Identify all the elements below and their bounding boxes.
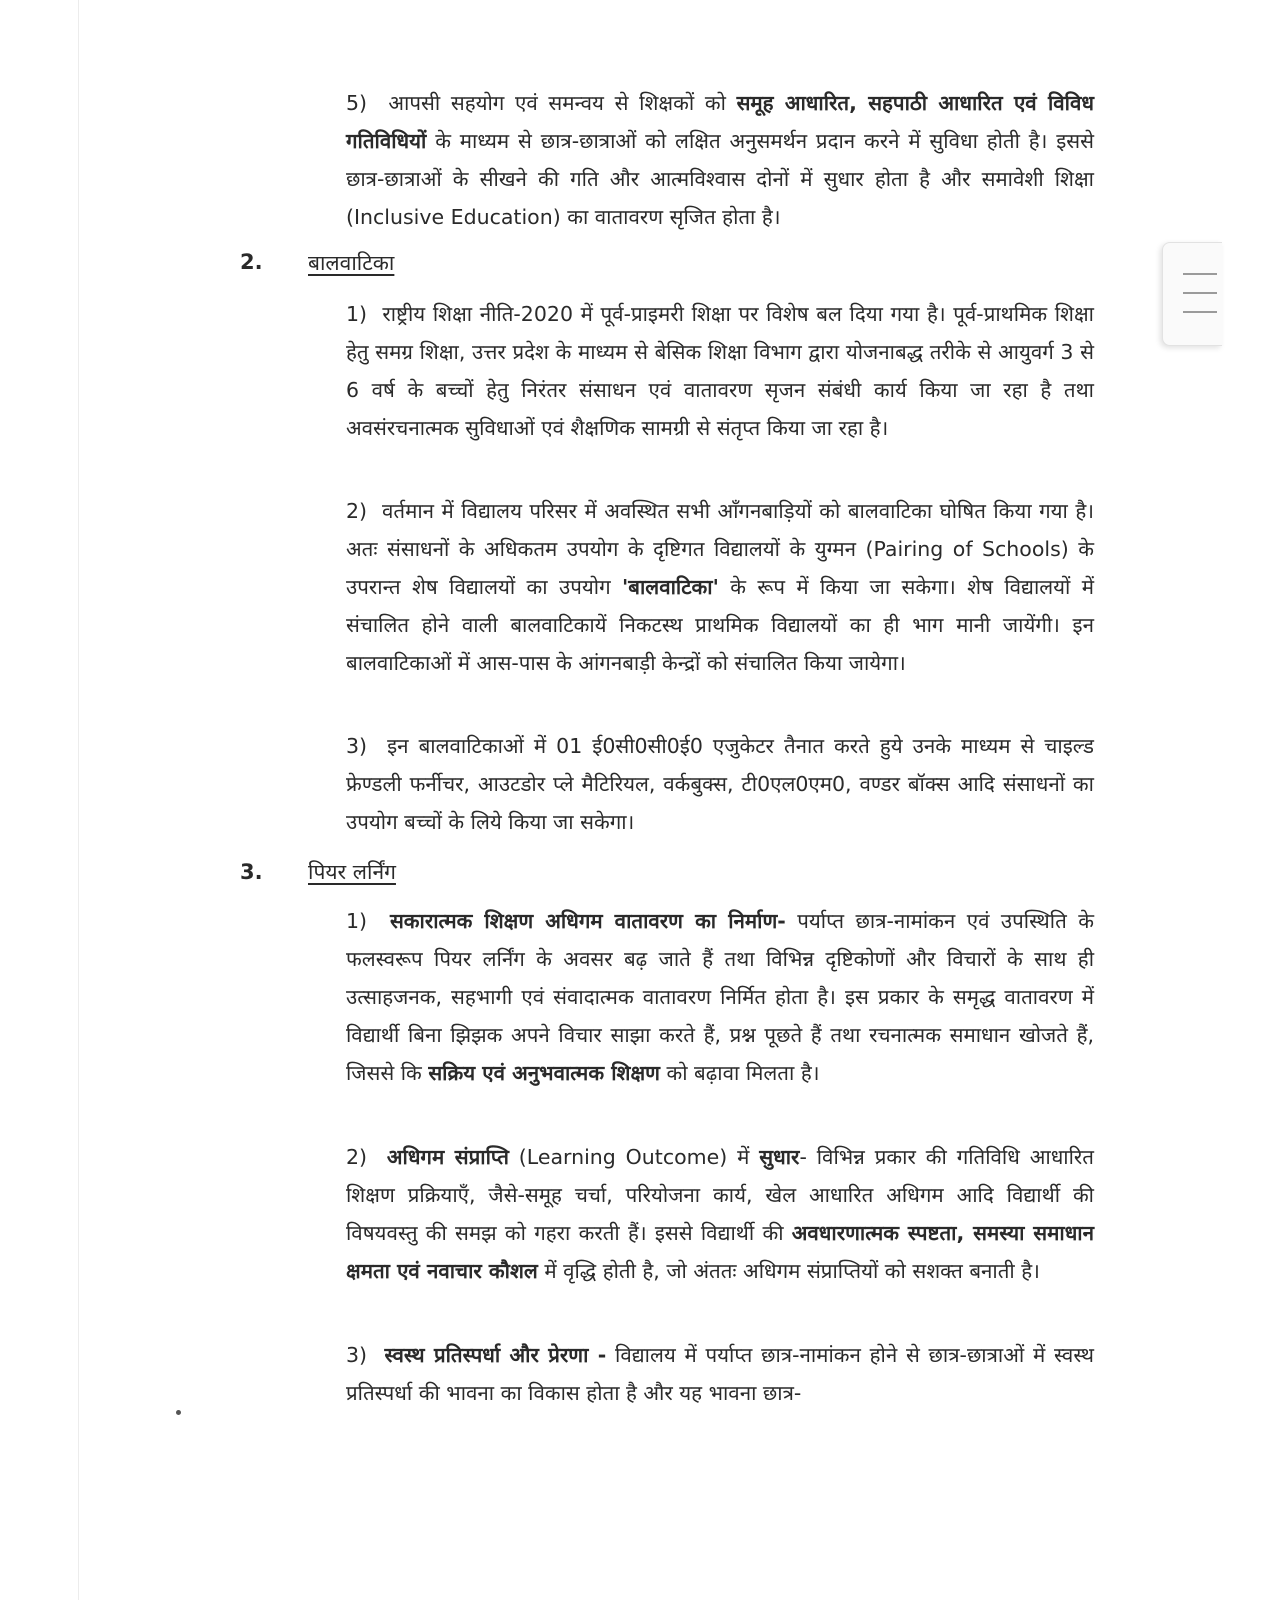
paragraph-number: 1) — [346, 302, 368, 326]
paragraph-text: के रूप में किया जा सकेगा। शेष विद्यालयों में संचालित होने वाली बालवाटिकायें निकटस्थ प्राथमिक विद्यालयों का ही भाग मानी जायेंगी। इन बालवाटिकाओं में आस-पास के आंगनबाड़ी केन्द्रों को संचालित किया जायेगा। — [346, 575, 1094, 675]
paragraph-text: पर्याप्त छात्र-नामांकन एवं उपस्थिति के फलस्वरूप पियर लर्निंग के अवसर बढ़ जाते हैं तथा विभिन्न दृष्टिकोणों और विचारों के साथ ही उत्साहजनक, सहभागी एवं संवादात्मक वातावरण निर्मित होता है। इस प्रकार के समृद्ध वातावरण में विद्यार्थी बिना झिझक अपने विचार साझा करते हैं, प्रश्न पूछते हैं तथा रचनात्मक समाधान खोजते हैं, जिससे कि — [346, 909, 1094, 1085]
paragraph-bold-text: सक्रिय एवं अनुभवात्मक शिक्षण — [428, 1061, 660, 1085]
section-title: बालवाटिका — [308, 251, 395, 275]
paragraph-number: 5) — [346, 91, 368, 115]
paragraph-2-2 — [346, 492, 1094, 682]
paragraph-text: इन बालवाटिकाओं में 01 ई0सी0सी0ई0 एजुकेटर तैनात करते हुये उनके माध्यम से चाइल्ड फ्रेण्डली फर्नीचर, आउटडोर प्ले मैटिरियल, वर्कबुक्स, टी0एल0एम0, वण्डर बॉक्स आदि संसाधनों का उपयोग बच्चों के लिये किया जा सकेगा। — [346, 734, 1094, 834]
paragraph-3-2 — [346, 1138, 1094, 1290]
paragraph-text: के माध्यम से छात्र-छात्राओं को लक्षित अनुसमर्थन प्रदान करने में सुविधा होती है। इससे छात्र-छात्राओं के सीखने की गति और आत्मविश्वास दोनों में सुधार होता है और समावेशी शिक्षा (Inclusive Education) का वातावरण सृजित होता है। — [346, 129, 1094, 229]
paragraph-text: आपसी सहयोग एवं समन्वय से शिक्षकों को — [388, 91, 737, 115]
paragraph-number: 2) — [346, 1145, 368, 1169]
paragraph-text: में वृद्धि होती है, जो अंततः अधिगम संप्राप्तियों को सशक्त बनाती है। — [537, 1259, 1040, 1283]
paragraph-2-3 — [346, 727, 1094, 841]
paragraph-bold-text: 'बालवाटिका' — [622, 575, 719, 599]
section-title: पियर लर्निंग — [308, 860, 396, 884]
paragraph-number: 3) — [346, 1343, 368, 1367]
paragraph-2-1 — [346, 295, 1094, 447]
section-number: 2. — [240, 250, 263, 274]
section-number: 3. — [240, 860, 263, 884]
side-menu-button[interactable] — [1162, 242, 1222, 346]
paragraph-bold-text: सुधार — [759, 1145, 800, 1169]
paragraph-text: वर्तमान में विद्यालय परिसर में अवस्थित सभी आँगनबाड़ियों को बालवाटिका घोषित किया गया है। अतः संसाधनों के अधिकतम उपयोग के दृष्टिगत विद्यालयों के युग्मन (Pairing of Schools) के उपरान्त शेष विद्यालयों का उपयोग — [346, 499, 1094, 599]
paragraph-3-1 — [346, 902, 1094, 1092]
paragraph-number: 3) — [346, 734, 368, 758]
scan-speck — [176, 1410, 181, 1415]
paragraph-text: को बढ़ावा मिलता है। — [659, 1061, 820, 1085]
paragraph-text: (Learning Outcome) में — [508, 1145, 760, 1169]
paragraph-number: 2) — [346, 499, 368, 523]
paragraph-bold-text: अधिगम संप्राप्ति — [386, 1145, 509, 1169]
paragraph-3-3 — [346, 1336, 1094, 1412]
paragraph-intro-5 — [346, 84, 1094, 236]
paragraph-bold-text: स्वस्थ प्रतिस्पर्धा और प्रेरणा - — [384, 1343, 607, 1367]
paragraph-number: 1) — [346, 909, 368, 933]
paragraph-text: राष्ट्रीय शिक्षा नीति-2020 में पूर्व-प्राइमरी शिक्षा पर विशेष बल दिया गया है। पूर्व-प्राथमिक शिक्षा हेतु समग्र शिक्षा, उत्तर प्रदेश के माध्यम से बेसिक शिक्षा विभाग द्वारा योजनाबद्ध तरीके से आयुवर्ग 3 से 6 वर्ष के बच्चों हेतु निरंतर संसाधन एवं वातावरण सृजन संबंधी कार्य किया जा रहा है तथा अवसंरचनात्मक सुविधाओं एवं शैक्षणिक सामग्री से संतृप्त किया जा रहा है। — [346, 302, 1094, 440]
paragraph-text: - विभिन्न प्रकार की गतिविधि आधारित शिक्षण प्रक्रियाएँ, जैसे-समूह चर्चा, परियोजना कार्य, खेल आधारित अधिगम आदि विद्यार्थी की विषयवस्तु की समझ को गहरा करती हैं। इससे विद्यार्थी की — [346, 1145, 1094, 1245]
paragraph-text: विद्यालय में पर्याप्त छात्र-नामांकन होने से छात्र-छात्राओं में स्वस्थ प्रतिस्पर्धा की भावना का विकास होता है और यह भावना छात्र- — [346, 1343, 1094, 1405]
paragraph-bold-text: अवधारणात्मक स्पष्टता, समस्या समाधान क्षमता एवं नवाचार कौशल — [346, 1221, 1094, 1283]
paragraph-bold-text: समूह आधारित, सहपाठी आधारित एवं विविध गतिविधियों — [346, 91, 1094, 153]
paragraph-bold-text: सकारात्मक शिक्षण अधिगम वातावरण का निर्माण- — [389, 909, 786, 933]
